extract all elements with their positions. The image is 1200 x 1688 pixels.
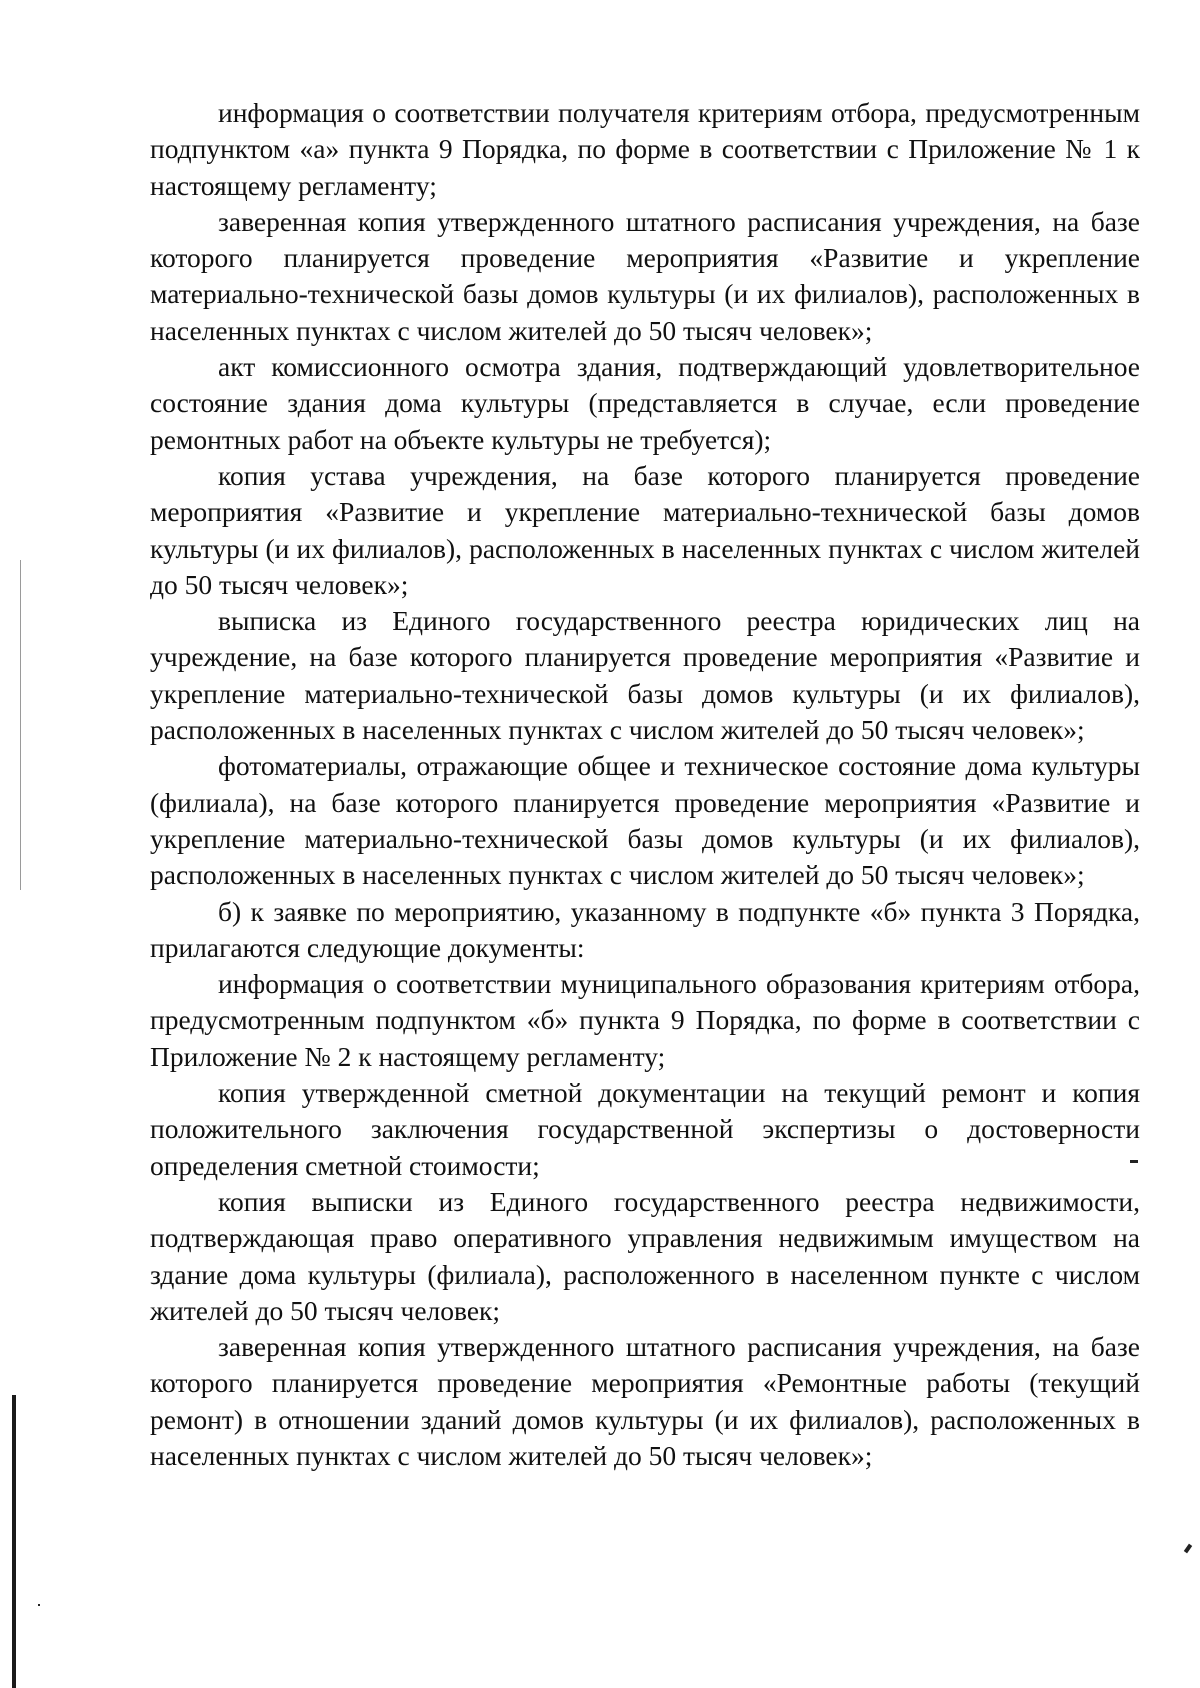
paragraph-real-estate-extract: копия выписки из Единого государственного реестра недвижимости, подтверждающая право оперативного управления недвижимым имуществом на здание дома культуры (филиала), расположенного в населенном пункте с числом жителей до 50 тысяч человек; bbox=[150, 1185, 1140, 1326]
scan-speck bbox=[1184, 1544, 1192, 1554]
paragraph-inspection-act: акт комиссионного осмотра здания, подтверждающий удовлетворительное состояние здания дома культуры (представляется в случае, если проведение ремонтных работ на объекте культуры не требуется); bbox=[150, 351, 1140, 455]
paragraph-section-b-heading: б) к заявке по мероприятию, указанному в подпункте «б» пункта 3 Порядка, прилагаются следующие документы: bbox=[150, 895, 1140, 963]
paragraph-staff-schedule-repair: заверенная копия утвержденного штатного расписания учреждения, на базе которого планируется проведение мероприятия «Ремонтные работы (текущий ремонт) в отношении зданий домов культуры (и их филиалов), расположенных в населенных пунктах с числом жителей до 50 тысяч человек»; bbox=[150, 1331, 1140, 1471]
paragraph-legal-entities-extract: выписка из Единого государственного реестра юридических лиц на учреждение, на базе которого планируется проведение мероприятия «Развитие и укрепление материально-технической базы домов культуры (и их филиалов), расположенных в населенных пунктах с числом жителей до 50 тысяч человек»; bbox=[150, 605, 1140, 746]
paragraph-charter-copy: копия устава учреждения, на базе которого планируется проведение мероприятия «Развитие и укрепление материально-технической базы домов культуры (и их филиалов), расположенных в населенных пунктах с числом жителей до 50 тысяч человек»; bbox=[150, 459, 1140, 600]
scan-edge-line-faint bbox=[20, 560, 21, 890]
paragraph-staff-schedule-copy: заверенная копия утвержденного штатного расписания учреждения, на базе которого планируется проведение мероприятия «Развитие и укрепление материально-технической базы домов культуры (и их филиалов), расположенных в населенных пунктах с числом жителей до 50 тысяч человек»; bbox=[150, 205, 1140, 346]
scan-speck bbox=[38, 1604, 40, 1606]
paragraph-estimate-documentation: копия утвержденной сметной документации на текущий ремонт и копия положительного заключения государственной экспертизы о достоверности определения сметной стоимости; bbox=[150, 1077, 1140, 1181]
scan-edge-line bbox=[12, 1395, 16, 1688]
paragraph-criteria-info-b: информация о соответствии муниципального образования критериям отбора, предусмотренным подпунктом «б» пункта 9 Порядка, по форме в соответствии с Приложение № 2 к настоящему регламенту; bbox=[150, 968, 1140, 1072]
paragraph-photo-materials: фотоматериалы, отражающие общее и техническое состояние дома культуры (филиала), на базе которого планируется проведение мероприятия «Развитие и укрепление материально-технической базы домов культуры (и их филиалов), расположенных в населенных пунктах с числом жителей до 50 тысяч человек»; bbox=[150, 750, 1140, 891]
paragraph-criteria-info-a: информация о соответствии получателя критериям отбора, предусмотренным подпунктом «а» пункта 9 Порядка, по форме в соответствии с Приложение № 1 к настоящему регламенту; bbox=[150, 97, 1140, 201]
document-body bbox=[150, 95, 1140, 1474]
